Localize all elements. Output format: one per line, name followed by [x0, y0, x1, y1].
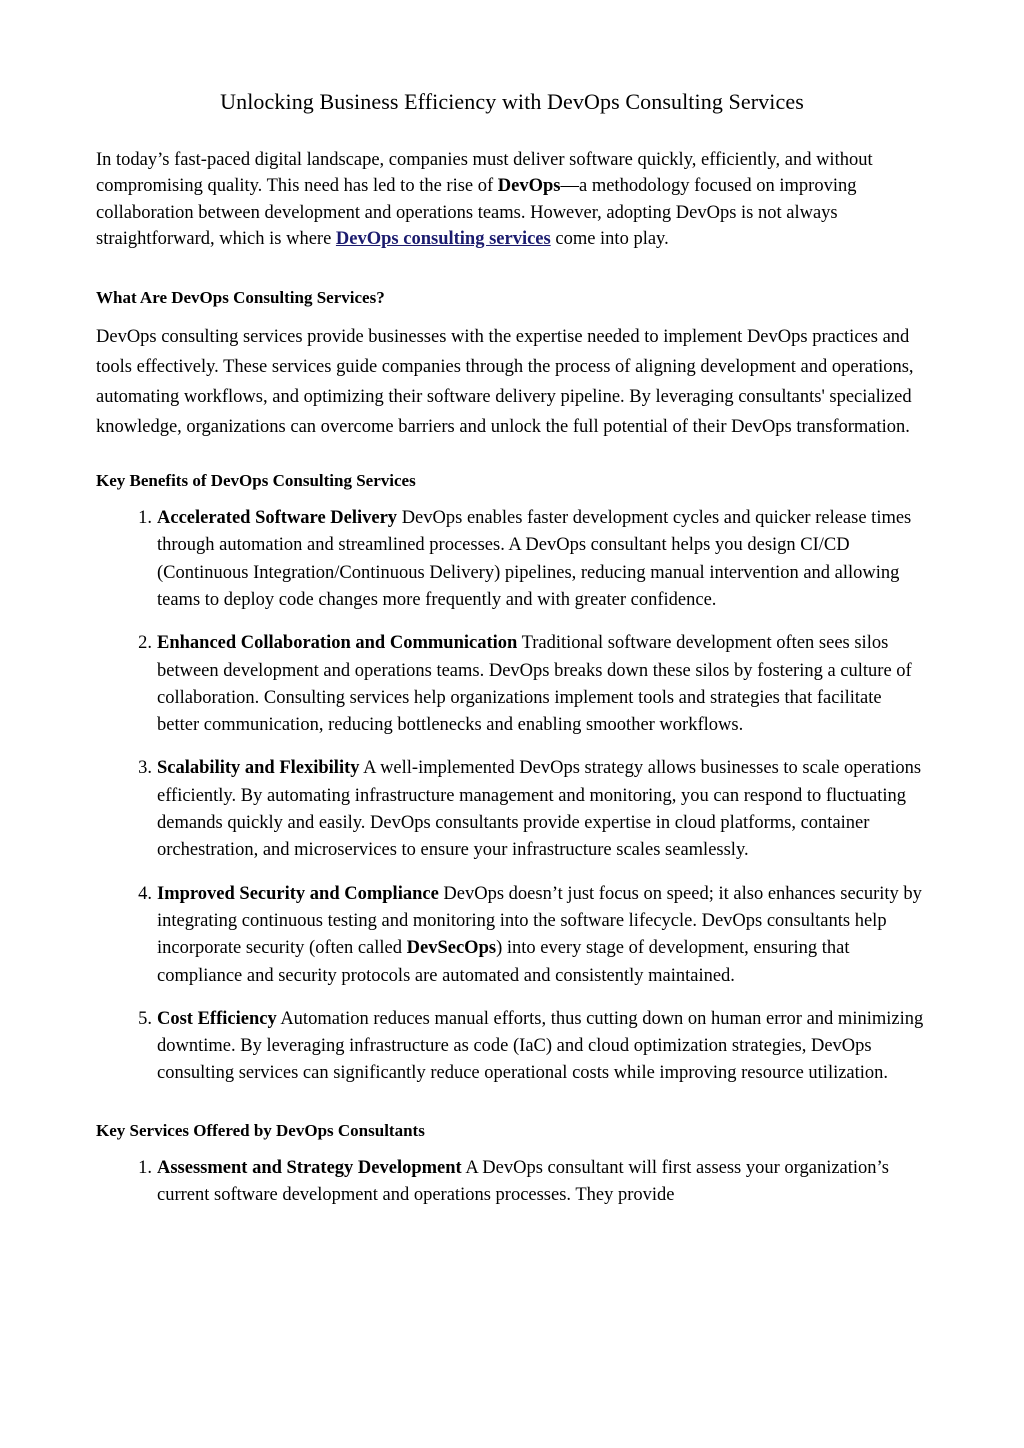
section-heading-key-services: Key Services Offered by DevOps Consultants — [96, 1120, 425, 1140]
list-item-text: Automation reduces manual efforts, thus cutting down on human error and minimizing downtime. By leveraging infrastructure as code (IaC) and cloud optimization strategies, DevOps consulting services can significantly reduce operational costs while improving resource utilization. — [157, 1008, 924, 1084]
list-item-lead: Assessment and Strategy Development — [157, 1157, 462, 1178]
list-item-lead: Cost Efficiency — [157, 1008, 277, 1029]
key-benefits-list-block — [96, 505, 928, 1088]
key-benefits-list — [96, 505, 928, 1088]
list-item-text: A DevOps consultant will first assess your organization’s current software development and operations processes. They provide — [157, 1157, 889, 1206]
intro-text-part-3: come into play. — [550, 229, 669, 250]
intro-text-part-1: In today’s fast-paced digital landscape, companies must deliver software quickly, efficiently, and without compromising quality. This need has led to the rise of — [96, 149, 873, 197]
page-title: Unlocking Business Efficiency with DevOps Consulting Services — [220, 89, 804, 114]
intro-text-part-2: —a methodology focused on improving collaboration between development and operations teams. However, adopting DevOps is not always straightforward, which is where — [96, 176, 857, 250]
list-item-inline-bold-devsecops: DevSecOps — [406, 938, 497, 959]
list-item-lead: Scalability and Flexibility — [157, 758, 360, 779]
intro-paragraph — [96, 147, 928, 253]
intro-bold-devops: DevOps — [497, 176, 561, 197]
list-item-lead: Improved Security and Compliance — [157, 883, 439, 904]
list-item — [96, 630, 928, 739]
section-heading-what-are-devops-consulting-services: What Are DevOps Consulting Services? — [96, 287, 385, 307]
key-services-list — [96, 1155, 928, 1210]
list-item — [96, 505, 928, 614]
list-item — [96, 1006, 928, 1088]
list-item-text: Traditional software development often sees silos between development and operations teams. DevOps breaks down these silos by fostering a culture of collaboration. Consulting services help organizations implement tools and strategies that facilitate better communication, reducing bottlenecks and enabling smoother workflows. — [157, 633, 912, 736]
list-item-text-before: DevOps doesn’t just focus on speed; it also enhances security by integrating continuous testing and monitoring into the software lifecycle. DevOps consultants help incorporate security (often called — [157, 883, 922, 959]
devops-consulting-services-link[interactable]: DevOps consulting services — [335, 229, 551, 250]
list-item — [96, 755, 928, 864]
section-paragraph-what-are-devops-consulting-services: DevOps consulting services provide businesses with the expertise needed to implement DevOps practices and tools effectively. These services guide companies through the process of aligning development and operations, automating workflows, and optimizing their software delivery pipeline. By leveraging consultants' specialized knowledge, organizations can overcome barriers and unlock the full potential of their DevOps transformation. — [96, 326, 914, 437]
list-item-text: DevOps enables faster development cycles and quicker release times through automation and streamlined processes. A DevOps consultant helps you design CI/CD (Continuous Integration/Continuous Delivery) pipelines, reducing manual intervention and allowing teams to deploy code changes more frequently and with greater confidence. — [157, 508, 912, 610]
list-item-lead: Accelerated Software Delivery — [157, 508, 398, 529]
section-heading-key-benefits: Key Benefits of DevOps Consulting Services — [96, 470, 416, 490]
key-services-list-block — [96, 1155, 928, 1210]
list-item-text-after: ) into every stage of development, ensuring that compliance and security protocols are automated and consistently maintained. — [157, 938, 850, 986]
list-item-text: A well-implemented DevOps strategy allows businesses to scale operations efficiently. By automating infrastructure management and monitoring, you can respond to fluctuating demands quickly and easily. DevOps consultants provide expertise in cloud platforms, container orchestration, and microservices to ensure your infrastructure scales seamlessly. — [157, 758, 922, 861]
list-item-lead: Enhanced Collaboration and Communication — [157, 633, 518, 654]
list-item — [96, 881, 928, 990]
list-item — [96, 1155, 928, 1210]
